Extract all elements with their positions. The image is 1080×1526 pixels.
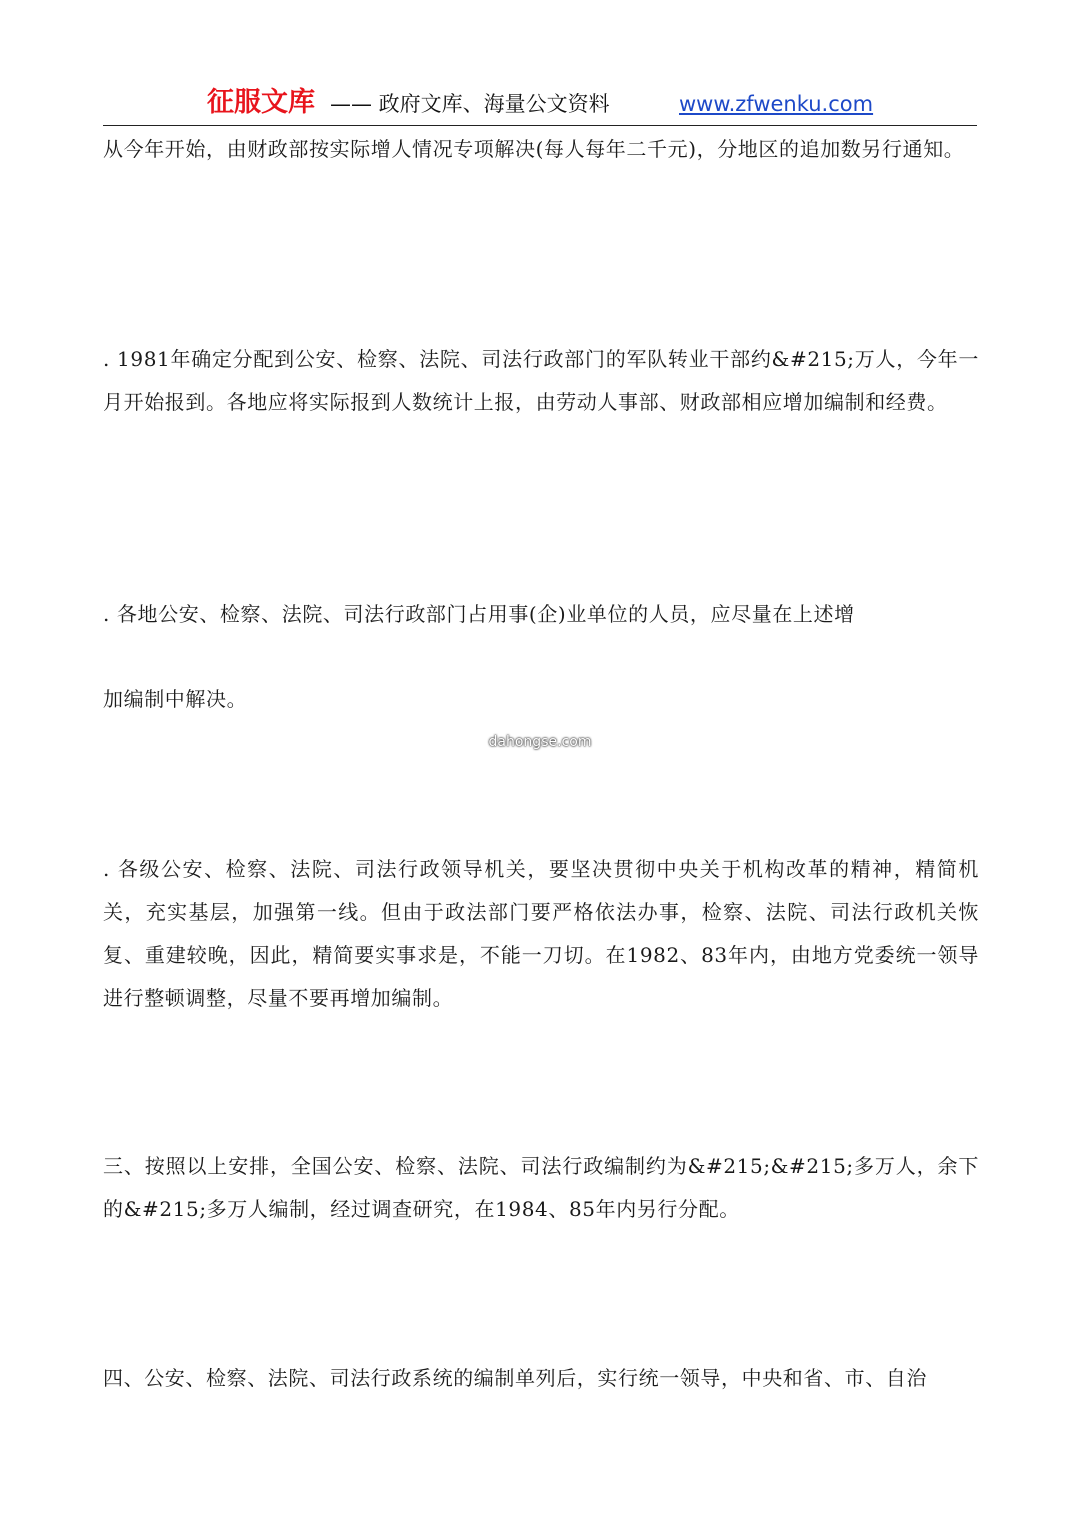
watermark: dahongse.com [488, 734, 592, 750]
header-tagline: —— 政府文库、海量公文资料 [330, 92, 610, 116]
page-header [0, 86, 1080, 122]
site-link[interactable]: www.zfwenku.com [679, 92, 874, 116]
paragraph-3-continued: 加编制中解决。 [103, 687, 248, 711]
paragraph-4: . 各级公安、检察、法院、司法行政领导机关，要坚决贯彻中央关于机构改革的精神，精简机关，充实基层，加强第一线。但由于政法部门要严格依法办事，检察、法院、司法行政机关恢复、重建较晚，因此，精简要实事求是，不能一刀切。在1982、83年内，由地方党委统一领导进行整顿调整，尽量不要再增加编制。 [103, 857, 979, 1010]
paragraph-2: . 1981年确定分配到公安、检察、法院、司法行政部门的军队转业干部约&#215;万人，今年一月开始报到。各地应将实际报到人数统计上报，由劳动人事部、财政部相应增加编制和经费。 [103, 347, 979, 414]
paragraph-1: 从今年开始，由财政部按实际增人情况专项解决(每人每年二千元)，分地区的追加数另行通知。 [103, 137, 965, 161]
header-divider [103, 125, 977, 126]
paragraph-5: 三、按照以上安排，全国公安、检察、法院、司法行政编制约为&#215;&#215;多万人，余下的&#215;多万人编制，经过调查研究，在1984、85年内另行分配。 [103, 1154, 979, 1221]
paragraph-6: 四、公安、检察、法院、司法行政系统的编制单列后，实行统一领导，中央和省、市、自治 [103, 1366, 927, 1390]
brand-logo: 征服文库 [207, 87, 315, 118]
paragraph-3: . 各地公安、检察、法院、司法行政部门占用事(企)业单位的人员，应尽量在上述增 [103, 602, 855, 626]
